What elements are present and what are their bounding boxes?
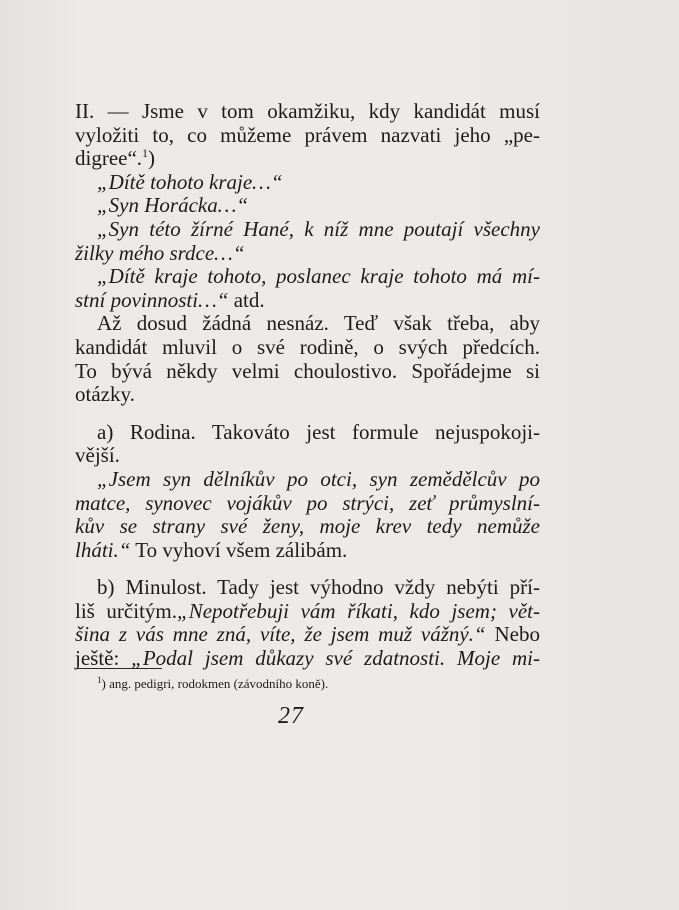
quote-3-line-1: „Syn této žírné Hané, k níž mne poutají všechny <box>97 216 540 241</box>
section-a-quote-line-1: „Jsem syn dělníkův po otci, syn zemědělcův po <box>97 466 540 491</box>
section-a-line-1: a) Rodina. Takováto jest formule nejuspokoji- <box>97 419 540 444</box>
section-b-plain-2: ještě: <box>75 646 132 671</box>
paragraph-2-line-2: kandidát mluvil o své rodině, o svých předcích. <box>75 334 540 359</box>
body-text <box>75 100 540 671</box>
section-a-quote-line-3: kův se strany své ženy, moje krev tedy nemůže <box>75 514 540 539</box>
paragraph-2-line-1: Až dosud žádná nesnáz. Teď však třeba, aby <box>97 311 540 336</box>
quote-4-italic: stní povinnosti…“ <box>75 287 229 312</box>
section-b-quote-mid: šina z vás mne zná, víte, že jsem muž vážný.“ <box>75 622 486 647</box>
paragraph-1-line-3 <box>75 147 540 171</box>
section-a-line-2: vější. <box>75 443 120 468</box>
footnote-text: ) ang. pedigri, rodokmen (závodního koně). <box>101 676 329 691</box>
paragraph-2-line-4: otázky. <box>75 382 135 407</box>
footnote-marker: 1 <box>97 675 102 685</box>
spacer <box>75 562 540 576</box>
footnote-reference-close: ) <box>148 146 156 171</box>
quote-4-line-1: „Dítě kraje tohoto, poslanec kraje tohoto má mí- <box>97 264 540 289</box>
section-b-quote-2: „Podal jsem důkazy své zdatnosti. Moje mi- <box>131 646 540 671</box>
spacer <box>75 407 540 421</box>
section-a-quote-line-4 <box>75 539 540 563</box>
footnote-divider <box>76 668 162 669</box>
page-number: 27 <box>278 703 304 729</box>
section-b-line-3 <box>75 623 540 647</box>
quote-4-tail: atd. <box>228 287 265 312</box>
quote-2: „Syn Horácka…“ <box>97 193 249 218</box>
paragraph-2-line-3: To bývá někdy velmi choulostivo. Spořádejme si <box>75 358 540 383</box>
section-b-line-1: b) Minulost. Tady jest výhodno vždy nebýti pří- <box>97 575 540 600</box>
paragraph-1-line-2: vyložiti to, co můžeme právem nazvati jeho „pe- <box>75 122 540 147</box>
section-b-plain: liš určitým. <box>75 598 178 623</box>
section-a-quote-end: lháti.“ <box>75 537 131 562</box>
quote-4-line-2 <box>75 289 540 313</box>
section-a-quote-line-2: matce, synovec vojákův po strýci, zeť průmyslní- <box>75 490 540 515</box>
footnote-reference: 1 <box>142 146 149 161</box>
pedigree-word: digree“. <box>75 146 143 171</box>
section-b-tail: Nebo <box>485 622 540 647</box>
section-b-line-2 <box>75 600 540 624</box>
paragraph-1-line-1: II. — Jsme v tom okamžiku, kdy kandidát musí <box>75 99 540 123</box>
section-a-tail: To vyhoví všem zálibám. <box>130 537 348 562</box>
footnote <box>97 676 328 692</box>
quote-3-line-2: žilky mého srdce…“ <box>75 240 245 265</box>
section-b-quote-start: „Nepotřebuji vám říkati, kdo jsem; vět- <box>177 598 540 623</box>
quote-1: „Dítě tohoto kraje…“ <box>97 169 283 194</box>
